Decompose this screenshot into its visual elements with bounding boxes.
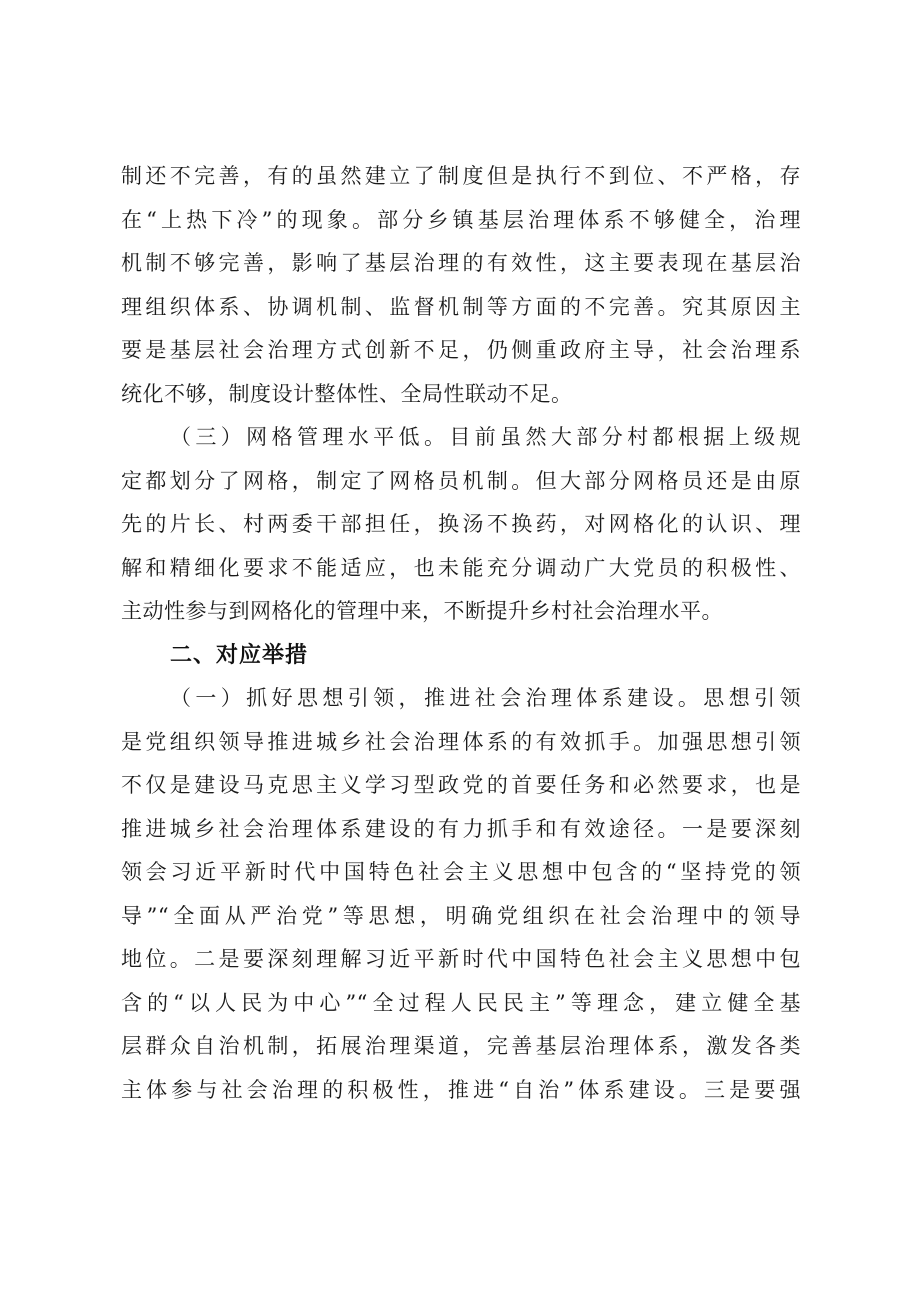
- text-line: （一）抓好思想引领，推进社会治理体系建设。思想引领: [170, 686, 801, 710]
- text-line: 不仅是建设马克思主义学习型政党的首要任务和必然要求，也是: [121, 773, 801, 797]
- paragraph-governance-mechanism: [121, 155, 801, 416]
- text-line: （三）网格管理水平低。目前虽然大部分村都根据上级规: [170, 425, 801, 449]
- text-line: 制还不完善，有的虽然建立了制度但是执行不到位、不严格，存: [121, 164, 801, 188]
- text-line: 在“上热下冷”的现象。部分乡镇基层治理体系不够健全，治理: [121, 207, 801, 232]
- text-line: 定都划分了网格，制定了网格员机制。但大部分网格员还是由原: [121, 468, 801, 493]
- text-line: 要是基层社会治理方式创新不足，仍侧重政府主导，社会治理系: [121, 338, 801, 362]
- text-line: 层群众自治机制，拓展治理渠道，完善基层治理体系，激发各类: [121, 1034, 801, 1058]
- paragraph-grid-management: [121, 416, 801, 634]
- text-line: 是党组织领导推进城乡社会治理体系的有效抓手。加强思想引领: [121, 729, 801, 754]
- text-line: 含的“以人民为中心”“全过程人民民主”等理念，建立健全基: [121, 990, 801, 1015]
- text-line: 推进城乡社会治理体系建设的有力抓手和有效途径。一是要深刻: [121, 816, 801, 841]
- text-line: 解和精细化要求不能适应，也未能充分调动广大党员的积极性、: [121, 555, 801, 580]
- text-line: 理组织体系、协调机制、监督机制等方面的不完善。究其原因主: [121, 294, 801, 319]
- document-body: [121, 155, 801, 1112]
- text-line: 导”“全面从严治党”等思想，明确党组织在社会治理中的领导: [121, 903, 801, 928]
- text-line: 统化不够，制度设计整体性、全局性联动不足。: [121, 381, 573, 406]
- text-line: 主动性参与到网格化的管理中来，不断提升乡村社会治理水平。: [121, 599, 723, 623]
- text-line: 主体参与社会治理的积极性，推进“自治”体系建设。三是要强: [121, 1077, 801, 1102]
- text-line: 领会习近平新时代中国特色社会主义思想中包含的“坚持党的领: [121, 860, 801, 884]
- paragraph-ideological-guidance: [121, 677, 801, 1112]
- section-heading: 二、对应举措: [170, 642, 309, 668]
- text-line: 地位。二是要深刻理解习近平新时代中国特色社会主义思想中包: [121, 947, 801, 971]
- text-line: 机制不够完善，影响了基层治理的有效性，这主要表现在基层治: [121, 251, 801, 275]
- text-line: 先的片长、村两委干部担任，换汤不换药，对网格化的认识、理: [121, 512, 801, 536]
